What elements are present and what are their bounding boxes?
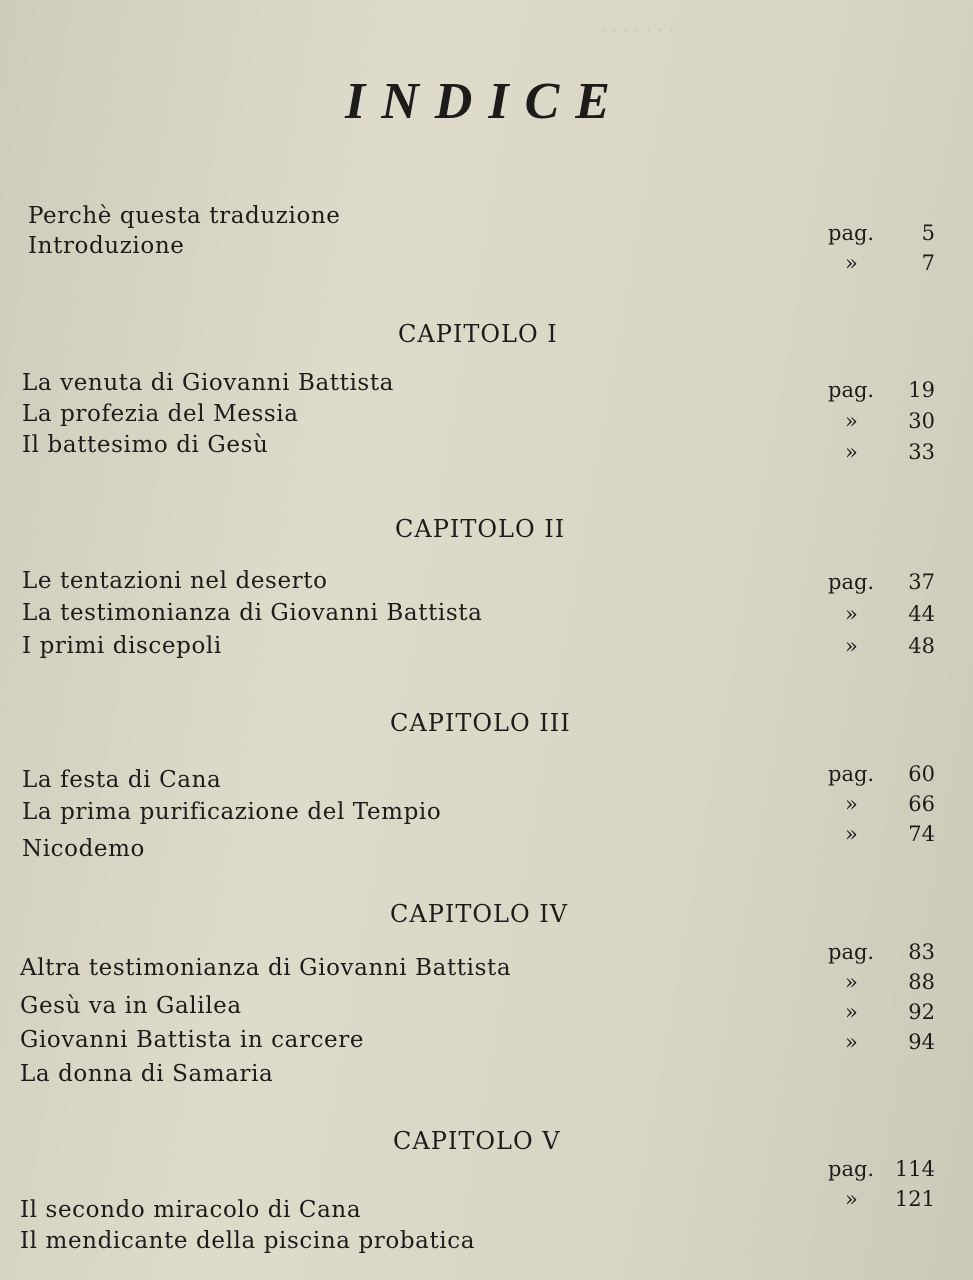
page-prefix: pag. — [828, 570, 875, 594]
toc-entry: Nicodemo — [22, 836, 146, 862]
toc-entry: La prima purificazione del Tempio — [22, 799, 442, 825]
toc-entry: Il mendicante della piscina probatica — [20, 1228, 476, 1254]
toc-entry: La donna di Samaria — [20, 1061, 274, 1087]
page-number: 94 — [908, 1030, 935, 1054]
page-number: 48 — [908, 634, 935, 658]
page-number: 37 — [908, 570, 935, 594]
toc-entry: Il battesimo di Gesù — [22, 432, 269, 458]
chapter-heading: CAPITOLO III — [390, 709, 571, 737]
toc-entry: La testimonianza di Giovanni Battista — [22, 600, 483, 626]
page-number: 88 — [908, 970, 935, 994]
toc-entry: I primi discepoli — [22, 633, 222, 659]
page-number: 60 — [908, 762, 935, 786]
page-prefix: pag. — [828, 940, 875, 964]
chapter-heading: CAPITOLO II — [395, 515, 566, 543]
page-number: 83 — [908, 940, 935, 964]
page-number: 30 — [908, 409, 935, 433]
toc-entry: La profezia del Messia — [22, 401, 299, 427]
page-prefix: » — [845, 1000, 858, 1024]
chapter-heading: CAPITOLO V — [393, 1127, 561, 1155]
page-prefix: » — [845, 409, 858, 433]
page-number: 33 — [908, 440, 935, 464]
page-prefix: pag. — [828, 221, 875, 245]
toc-entry: Perchè questa traduzione — [28, 203, 341, 229]
page-number: 7 — [921, 251, 935, 275]
page-title: INDICE — [345, 73, 626, 130]
page-prefix: » — [845, 602, 858, 626]
page-number: 92 — [908, 1000, 935, 1024]
toc-entry: La festa di Cana — [22, 767, 222, 793]
page-number: 114 — [894, 1157, 935, 1181]
toc-entry: Introduzione — [28, 233, 185, 259]
page-number: 5 — [921, 221, 935, 245]
toc-entry: Altra testimonianza di Giovanni Battista — [20, 955, 512, 981]
page-prefix: » — [845, 1030, 858, 1054]
page-number: 19 — [908, 378, 935, 402]
chapter-heading: CAPITOLO IV — [390, 900, 569, 928]
page-number: 121 — [894, 1187, 935, 1211]
page-prefix: » — [845, 1187, 858, 1211]
page-prefix: » — [845, 251, 858, 275]
page-prefix: pag. — [828, 762, 875, 786]
page-number: 66 — [908, 792, 935, 816]
page-prefix: » — [845, 822, 858, 846]
toc-entry: Gesù va in Galilea — [20, 993, 242, 1019]
page-prefix: » — [845, 970, 858, 994]
toc-entry: La venuta di Giovanni Battista — [22, 370, 394, 396]
toc-entry: Giovanni Battista in carcere — [20, 1027, 365, 1053]
page-prefix: » — [845, 792, 858, 816]
chapter-heading: CAPITOLO I — [398, 320, 558, 348]
toc-entry: Le tentazioni nel deserto — [22, 568, 328, 594]
show-through-text: · · · · · · · — [600, 20, 675, 41]
page-number: 44 — [908, 602, 935, 626]
toc-entry: Il secondo miracolo di Cana — [20, 1197, 362, 1223]
page-prefix: pag. — [828, 1157, 875, 1181]
page-prefix: pag. — [828, 378, 875, 402]
page-number: 74 — [908, 822, 935, 846]
page-prefix: » — [845, 440, 858, 464]
page-prefix: » — [845, 634, 858, 658]
